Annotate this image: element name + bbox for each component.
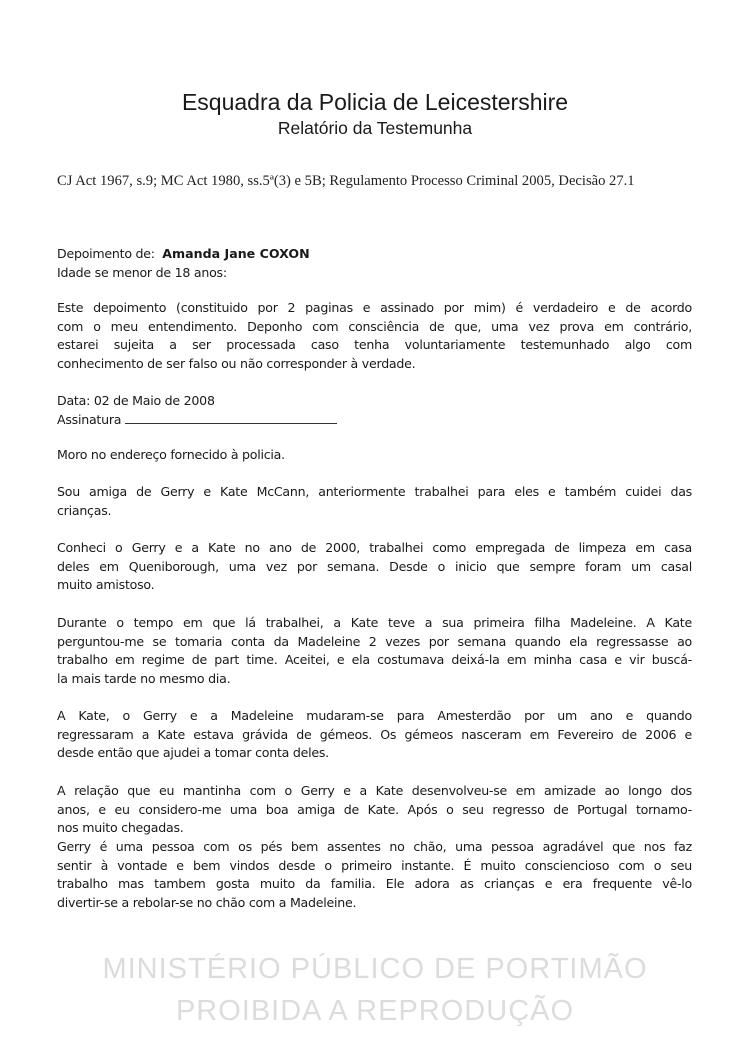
paragraph-line: Conheci o Gerry e a Kate no ano de 2000, trabalhei como empregada de limpeza em casa (57, 540, 692, 555)
age-label: Idade se menor de 18 anos: (57, 264, 227, 280)
paragraph-line: A Kate, o Gerry e a Madeleine mudaram-se para Amesterdão por um ano e quando (57, 708, 692, 723)
paragraph-line: Gerry é uma pessoa com os pés bem assentes no chão, uma pessoa agradável que nos faz (57, 839, 692, 854)
watermark-line-2: PROIBIDA A REPRODUÇÃO (175, 995, 575, 1027)
document-title: Esquadra da Policia de Leicestershire (181, 89, 569, 115)
paragraph-line: desde então que ajudei a tomar conta deles. (57, 745, 329, 761)
date-signature-block (57, 392, 693, 429)
paragraph-line: crianças. (57, 502, 112, 518)
statement-paragraph (57, 707, 693, 763)
date-label: Data: (57, 393, 91, 408)
declaration-line: estarei sujeita a ser processada caso tenha voluntariamente testemunhado algo com (57, 337, 692, 353)
declaration-line: com o meu entendimento. Deponho com consciência de que, uma vez prova em contrário, (57, 318, 692, 334)
declaration-line: conhecimento de ser falso ou não corresponder à verdade. (57, 355, 416, 371)
paragraph-line: sentir à vontade e bem vindos desde o primeiro instante. É muito consciencioso com o seu (57, 857, 692, 873)
declaration (57, 299, 693, 373)
watermark-line-1: MINISTÉRIO PÚBLICO DE PORTIMÃO (102, 953, 648, 985)
paragraph-line: muito amistoso. (57, 577, 155, 593)
paragraph-line: divertir-se a rebolar-se no chão com a Madeleine. (57, 894, 357, 910)
document-subtitle: Relatório da Testemunha (277, 118, 473, 138)
paragraph-line: la mais tarde no mesmo dia. (57, 670, 231, 686)
paragraph-line: Durante o tempo em que lá trabalhei, a Kate teve a sua primeira filha Madeleine. A Kate (57, 615, 692, 630)
paragraph-line: Sou amiga de Gerry e Kate McCann, anteriormente trabalhei para eles e também cuidei das (57, 484, 692, 499)
paragraph-line: trabalho em regime de part time. Aceitei, e ela costumava deixá-la em minha casa e vir buscá- (57, 652, 692, 668)
paragraph-line: nos muito chegadas. (57, 820, 184, 836)
signature-field (125, 411, 337, 424)
legal-reference: CJ Act 1967, s.9; MC Act 1980, ss.5ª(3) e 5B; Regulamento Processo Criminal 2005, Decisão 27.1 (57, 173, 635, 189)
paragraph-line: regressaram a Kate estava grávida de gémeos. Os gémeos nasceram em Fevereiro de 2006 e (57, 726, 692, 742)
paragraph-line: deles em Queniborough, uma vez por semana. Desde o inicio que sempre foram um casal (57, 558, 692, 574)
paragraph-line: trabalho mas tambem gosta muito da familia. Ele adora as crianças e era frequente vê-lo (57, 876, 692, 892)
statement-paragraph (57, 539, 693, 595)
witness-name-line (57, 245, 693, 264)
witness-info (57, 245, 693, 282)
paragraph-line: Moro no endereço fornecido à policia. (57, 447, 285, 462)
statement-paragraph (57, 614, 693, 688)
statement-paragraph (57, 782, 693, 838)
declaration-line: Este depoimento (constituido por 2 paginas e assinado por mim) é verdadeiro e de acordo (57, 300, 692, 315)
statement-of-label: Depoimento de: (57, 246, 155, 261)
statement-paragraph (57, 483, 693, 520)
witness-name: Amanda Jane COXON (162, 246, 310, 261)
date-value: 02 de Maio de 2008 (93, 393, 215, 408)
paragraph-line: anos, e eu considero-me uma boa amiga de Kate. Após o seu regresso de Portugal tornamo- (57, 801, 692, 817)
statement-paragraph (57, 838, 693, 912)
signature-line (57, 411, 693, 430)
statement-paragraph (57, 446, 693, 465)
signature-label: Assinatura (57, 411, 122, 427)
date-line (57, 392, 693, 411)
paragraph-line: perguntou-me se tomaria conta da Madeleine 2 vezes por semana quando ela regressasse ao (57, 633, 692, 649)
paragraph-line: A relação que eu mantinha com o Gerry e a Kate desenvolveu-se em amizade ao longo dos (57, 783, 692, 798)
